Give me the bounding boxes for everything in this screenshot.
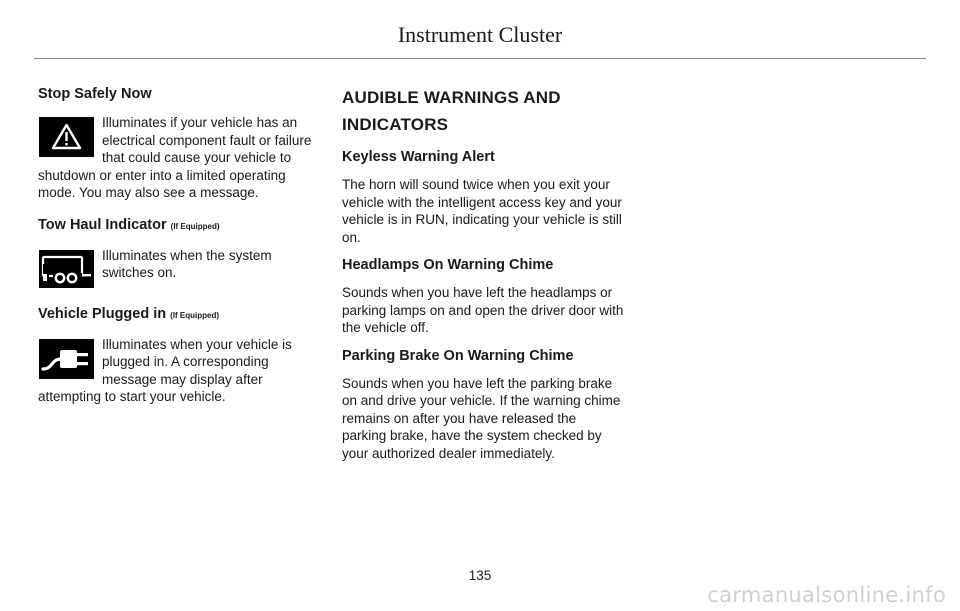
tow-haul-heading-text: Tow Haul Indicator xyxy=(38,216,167,233)
parking-brake-text: Sounds when you have left the parking brake on and drive your vehicle. If the warning chime remains on after you have released the parking brake, have the system checked by your authorized dealer immediately. xyxy=(342,375,621,461)
tow-haul-section xyxy=(38,215,320,290)
section-title-line1: AUDIBLE WARNINGS AND xyxy=(342,88,561,107)
left-column xyxy=(38,84,320,406)
parking-brake-heading: Parking Brake On Warning Chime xyxy=(342,347,574,364)
stop-safely-heading: Stop Safely Now xyxy=(38,86,152,102)
vehicle-plugged-qualifier: (If Equipped) xyxy=(170,310,220,320)
page-number: 135 xyxy=(468,568,492,583)
warning-triangle-icon xyxy=(39,117,94,157)
header-divider xyxy=(34,58,926,59)
headlamps-warning-heading: Headlamps On Warning Chime xyxy=(342,257,554,273)
stop-safely-section xyxy=(38,84,320,202)
tow-haul-qualifier: (If Equipped) xyxy=(170,221,220,231)
vehicle-plugged-heading xyxy=(38,304,320,326)
section-title-line2: INDICATORS xyxy=(342,115,449,134)
vehicle-plugged-section xyxy=(38,304,320,406)
vehicle-plugged-heading-text: Vehicle Plugged in xyxy=(38,305,167,322)
keyless-warning-heading: Keyless Warning Alert xyxy=(342,149,495,165)
plug-icon xyxy=(39,339,94,379)
vehicle-plugged-description: Illuminates when your vehicle is plugged in. A corresponding message may display after attempting to start your vehicle. xyxy=(38,336,292,404)
keyless-warning-text: The horn will sound twice when you exit your vehicle with the intelligent access key and your vehicle is in RUN, indicating your vehicle is still on. xyxy=(342,177,622,245)
trailer-icon xyxy=(39,250,94,288)
tow-haul-description: Illuminates when the system switches on. xyxy=(102,247,272,280)
stop-safely-description: Illuminates if your vehicle has an electrical component fault or failure that could cause your vehicle to shutdown or enter into a limited operating mode. You may also see a message. xyxy=(38,115,312,200)
page-title: Instrument Cluster xyxy=(397,22,563,47)
middle-column xyxy=(342,84,624,462)
watermark: carmanualsonline.info xyxy=(707,583,946,607)
headlamps-warning-text: Sounds when you have left the headlamps or parking lamps on and open the driver door with the vehicle off. xyxy=(342,285,624,335)
audible-warnings-title xyxy=(342,84,624,138)
tow-haul-heading xyxy=(38,215,320,237)
